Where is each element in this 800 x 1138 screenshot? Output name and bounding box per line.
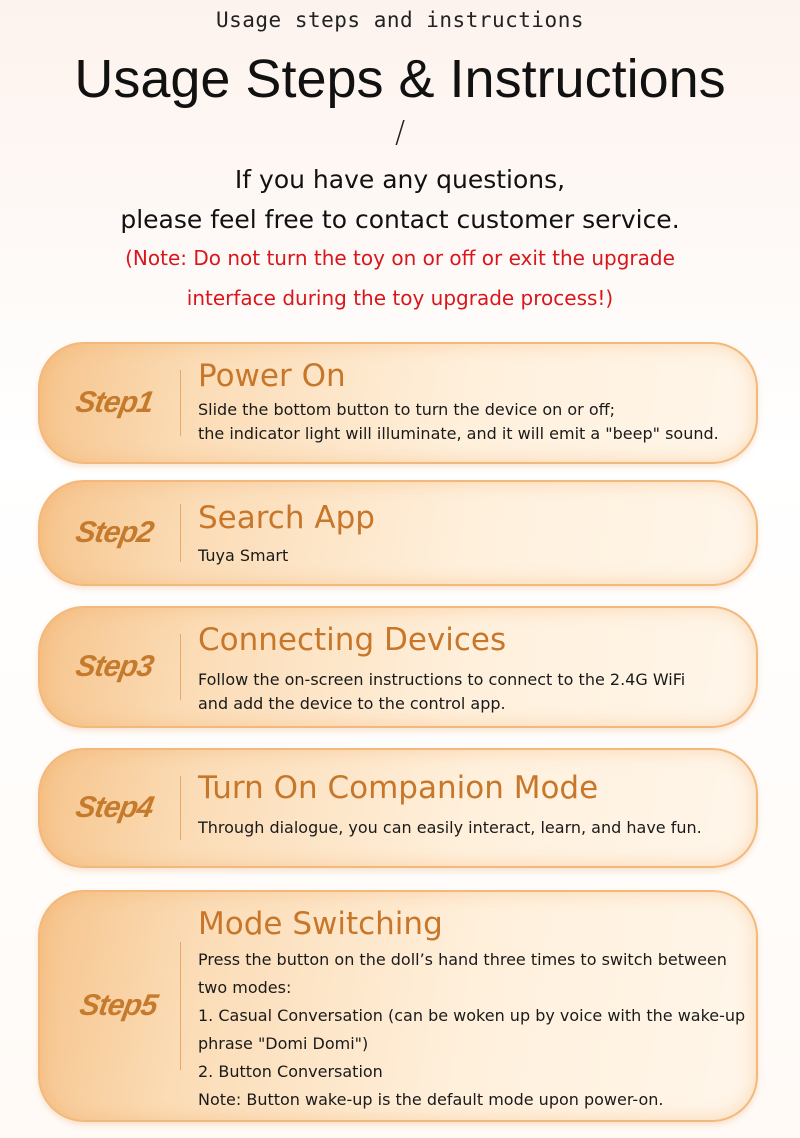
step-description-line: Note: Button wake-up is the default mode upon power-on.: [198, 1090, 664, 1109]
step-description-line: Follow the on-screen instructions to connect to the 2.4G WiFi: [198, 670, 686, 689]
step-description-line: Tuya Smart: [198, 546, 289, 565]
step-label: Step3: [73, 650, 156, 683]
step-title: Mode Switching: [198, 906, 443, 942]
step-card-3: [38, 606, 758, 728]
step-description-line: two modes:: [198, 978, 292, 997]
step-description-line: 1. Casual Conversation (can be woken up by voice with the wake-up: [198, 1006, 746, 1025]
step-label: Step5: [77, 989, 160, 1022]
divider: [180, 504, 181, 561]
step-title: Search App: [198, 500, 375, 536]
step-card-2: [38, 480, 758, 586]
warning-line-2: interface during the toy upgrade process!): [186, 286, 614, 310]
page-title: Usage Steps & Instructions: [74, 49, 726, 109]
step-label: Step4: [73, 791, 156, 824]
divider: [180, 776, 181, 841]
divider: [180, 370, 181, 436]
title-separator: /: [394, 115, 406, 150]
step-description-line: and add the device to the control app.: [198, 694, 506, 713]
upgrade-warning: [0, 238, 800, 318]
step-description-line: the indicator light will illuminate, and it will emit a "beep" sound.: [198, 424, 719, 443]
divider: [180, 942, 181, 1070]
divider: [180, 634, 181, 700]
contact-line-1: If you have any questions,: [234, 165, 566, 194]
page-subtitle: Usage steps and instructions: [215, 8, 584, 32]
step-description-line: Slide the bottom button to turn the device on or off;: [198, 400, 616, 419]
warning-line-1: (Note: Do not turn the toy on or off or exit the upgrade: [125, 246, 675, 270]
step-description-line: phrase "Domi Domi"): [198, 1034, 369, 1053]
step-description-line: Press the button on the doll’s hand three times to switch between: [198, 950, 727, 969]
step-label: Step1: [73, 386, 156, 419]
step-title: Power On: [198, 358, 346, 394]
step-description-line: 2. Button Conversation: [198, 1062, 383, 1081]
step-title: Connecting Devices: [198, 622, 507, 658]
contact-line-2: please feel free to contact customer service.: [120, 205, 680, 234]
contact-message: [0, 160, 800, 240]
step-description-line: Through dialogue, you can easily interact, learn, and have fun.: [198, 818, 702, 837]
step-card-1: [38, 342, 758, 464]
step-label: Step2: [73, 516, 156, 549]
step-card-5: [38, 890, 758, 1122]
step-card-4: [38, 748, 758, 868]
step-title: Turn On Companion Mode: [198, 770, 599, 806]
